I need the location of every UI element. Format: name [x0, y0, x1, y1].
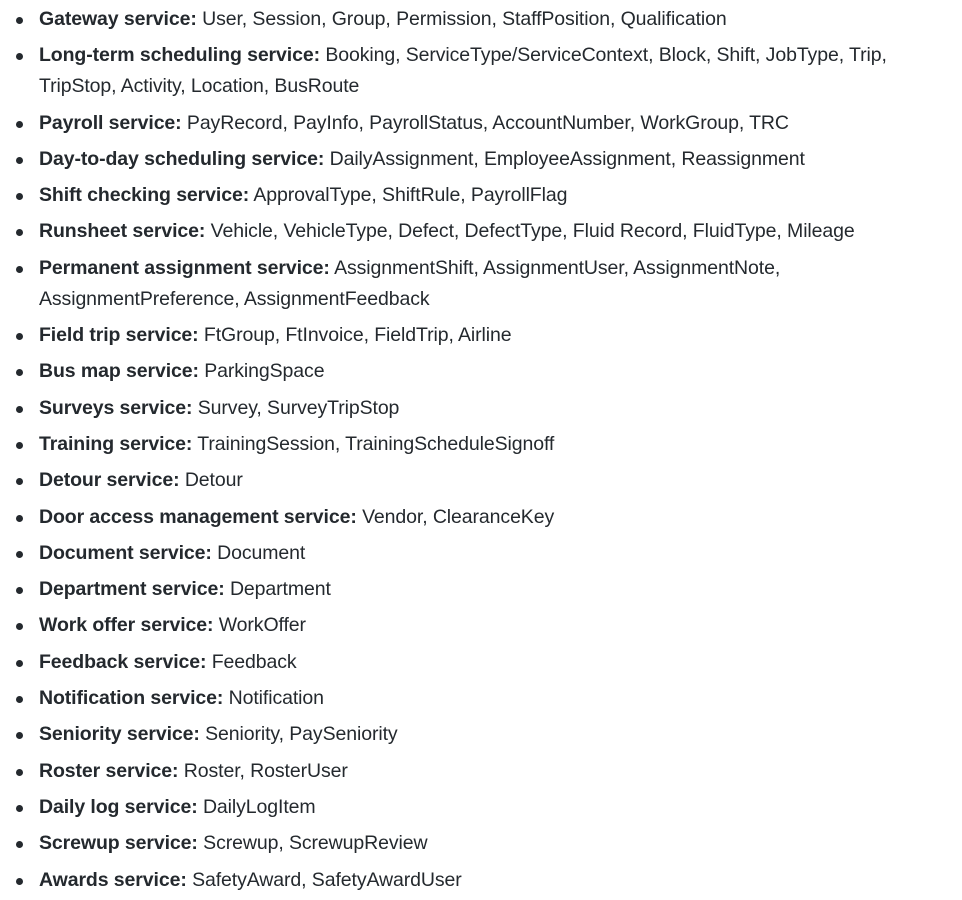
service-name: Detour service:	[39, 469, 180, 492]
service-name: Payroll service:	[39, 111, 182, 134]
service-name: Door access management service:	[39, 505, 357, 528]
service-item-document	[0, 538, 962, 569]
bullet-icon	[16, 53, 23, 60]
service-name: Field trip service:	[39, 324, 199, 347]
service-entities: ParkingSpace	[204, 360, 325, 383]
service-item-door-access-management	[0, 502, 962, 533]
service-item-payroll	[0, 108, 962, 139]
bullet-icon	[16, 587, 23, 594]
service-name: Seniority service:	[39, 723, 200, 746]
service-item-detour	[0, 465, 962, 496]
service-entities: Seniority, PaySeniority	[205, 723, 398, 746]
service-entities: TrainingSession, TrainingScheduleSignoff	[197, 432, 555, 455]
service-name: Department service:	[39, 578, 225, 601]
bullet-icon	[16, 623, 23, 630]
bullet-icon	[16, 805, 23, 812]
bullet-icon	[16, 193, 23, 200]
service-name: Permanent assignment service:	[39, 256, 330, 279]
service-name: Daily log service:	[39, 795, 198, 818]
bullet-icon	[16, 229, 23, 236]
bullet-icon	[16, 841, 23, 848]
service-entities: Document	[217, 541, 306, 564]
service-name: Gateway service:	[39, 8, 197, 30]
bullet-icon	[16, 515, 23, 522]
bullet-icon	[16, 878, 23, 885]
service-entities: PayRecord, PayInfo, PayrollStatus, AccountNumber, WorkGroup, TRC	[186, 111, 789, 134]
service-name: Bus map service:	[39, 360, 199, 383]
bullet-icon	[16, 660, 23, 667]
service-item-gateway	[0, 4, 962, 35]
bullet-icon	[16, 769, 23, 776]
service-entities: User, Session, Group, Permission, StaffPosition, Qualification	[202, 8, 727, 30]
service-name: Work offer service:	[39, 614, 214, 637]
service-item-day-to-day-scheduling	[0, 144, 962, 175]
service-item-notification	[0, 683, 962, 714]
service-name: Awards service:	[39, 868, 187, 891]
service-item-field-trip	[0, 320, 962, 351]
service-entities: Roster, RosterUser	[183, 759, 348, 782]
service-entities: Detour	[184, 469, 243, 492]
service-entities: Department	[229, 578, 331, 601]
service-name: Shift checking service:	[39, 184, 250, 207]
service-item-runsheet	[0, 216, 962, 247]
service-entities: Vehicle, VehicleType, Defect, DefectType, Fluid Record, FluidType, Mileage	[210, 220, 855, 243]
bullet-icon	[16, 478, 23, 485]
service-name: Roster service:	[39, 759, 179, 782]
service-name: Feedback service:	[39, 650, 207, 673]
service-entities: Booking, ServiceType/ServiceContext, Block, Shift, JobType, Trip, TripStop, Activity, Location, BusRoute	[39, 44, 887, 98]
bullet-icon	[16, 406, 23, 413]
bullet-icon	[16, 121, 23, 128]
service-item-feedback	[0, 647, 962, 678]
service-item-screwup	[0, 828, 962, 859]
service-entities: Screwup, ScrewupReview	[203, 832, 428, 855]
service-item-bus-map	[0, 356, 962, 387]
service-name: Notification service:	[39, 687, 224, 710]
service-name: Surveys service:	[39, 396, 193, 419]
bullet-icon	[16, 732, 23, 739]
service-entities: SafetyAward, SafetyAwardUser	[192, 868, 462, 891]
service-name: Long-term scheduling service:	[39, 44, 320, 67]
service-item-shift-checking	[0, 180, 962, 211]
service-item-seniority	[0, 719, 962, 750]
service-entities: Survey, SurveyTripStop	[197, 396, 400, 419]
service-entities: Notification	[228, 687, 324, 710]
bullet-icon	[16, 551, 23, 558]
bullet-icon	[16, 266, 23, 273]
service-entities: DailyLogItem	[202, 795, 316, 818]
service-name: Document service:	[39, 541, 212, 564]
bullet-icon	[16, 369, 23, 376]
service-item-training	[0, 429, 962, 460]
service-item-roster	[0, 756, 962, 787]
service-name: Runsheet service:	[39, 220, 206, 243]
service-name: Screwup service:	[39, 832, 198, 855]
service-entities: AssignmentShift, AssignmentUser, AssignmentNote, AssignmentPreference, AssignmentFeedback	[39, 256, 781, 310]
bullet-icon	[16, 696, 23, 703]
service-entities: Feedback	[211, 650, 297, 673]
service-name: Day-to-day scheduling service:	[39, 147, 325, 170]
bullet-icon	[16, 17, 23, 24]
service-name: Training service:	[39, 432, 193, 455]
service-entities: Vendor, ClearanceKey	[362, 505, 555, 528]
service-entities: DailyAssignment, EmployeeAssignment, Reassignment	[329, 147, 805, 170]
service-item-long-term-scheduling	[0, 40, 962, 102]
service-entities: WorkOffer	[218, 614, 306, 637]
service-item-work-offer	[0, 610, 962, 641]
service-entities: ApprovalType, ShiftRule, PayrollFlag	[253, 184, 568, 207]
service-item-surveys	[0, 393, 962, 424]
service-entities: FtGroup, FtInvoice, FieldTrip, Airline	[203, 324, 512, 347]
service-item-department	[0, 574, 962, 605]
bullet-icon	[16, 333, 23, 340]
service-item-permanent-assignment	[0, 253, 962, 315]
service-item-awards	[0, 865, 962, 896]
service-item-daily-log	[0, 792, 962, 823]
bullet-icon	[16, 157, 23, 164]
bullet-icon	[16, 442, 23, 449]
